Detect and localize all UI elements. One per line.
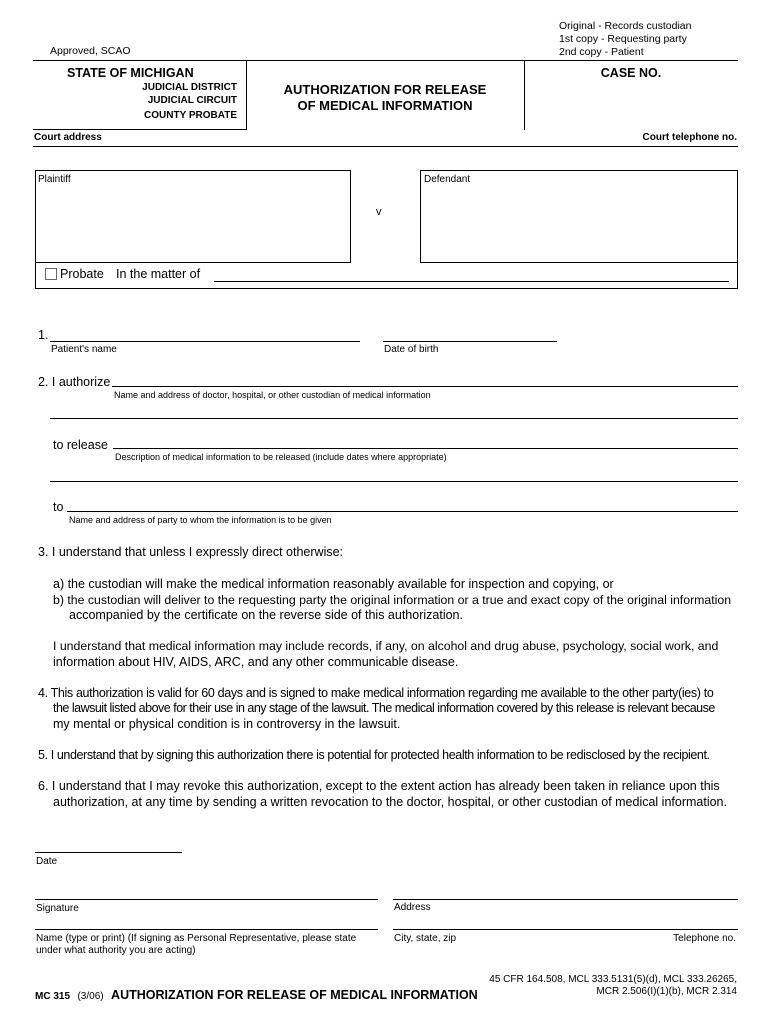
signature-line[interactable] bbox=[35, 899, 378, 900]
item4-line3: my mental or physical condition is in controversy in the lawsuit. bbox=[53, 717, 401, 731]
printed-name-caption bbox=[36, 933, 356, 957]
to-release-label: to release bbox=[53, 438, 108, 452]
footer-form-title: AUTHORIZATION FOR RELEASE OF MEDICAL INFORMATION bbox=[111, 988, 478, 1002]
court-type: JUDICIAL DISTRICT bbox=[142, 82, 237, 93]
release-line-2[interactable] bbox=[50, 481, 738, 482]
plaintiff-box[interactable] bbox=[35, 170, 351, 263]
item5-line1: 5. I understand that by signing this authorization there is potential for protected health information to be redisclosed by the recipient. bbox=[38, 748, 710, 762]
printed-name-caption-line2: under what authority you are acting) bbox=[36, 945, 196, 956]
custodian-line[interactable] bbox=[112, 386, 738, 387]
approved-note: Approved, SCAO bbox=[50, 45, 131, 57]
phone-caption: Telephone no. bbox=[673, 933, 736, 944]
copy-line: 2nd copy - Patient bbox=[559, 46, 644, 58]
item3-b-line2: accompanied by the certificate on the reverse side of this authorization. bbox=[69, 608, 463, 622]
state-label: STATE OF MICHIGAN bbox=[67, 66, 194, 80]
citation-line2: MCR 2.506(I)(1)(b), MCR 2.314 bbox=[596, 986, 737, 997]
item3-b-line1: b) the custodian will deliver to the requesting party the original information or a true and exact copy of the original information bbox=[53, 593, 732, 607]
court-address-rule bbox=[33, 146, 738, 147]
form-footer bbox=[35, 986, 478, 1004]
to-label: to bbox=[53, 500, 64, 514]
city-line[interactable] bbox=[393, 929, 738, 930]
address-line[interactable] bbox=[393, 899, 738, 900]
defendant-label: Defendant bbox=[424, 174, 471, 185]
copy-distribution bbox=[559, 20, 691, 59]
patient-name-caption: Patient's name bbox=[51, 344, 117, 355]
form-number: MC 315 bbox=[35, 991, 71, 1002]
patient-name-line[interactable] bbox=[50, 341, 360, 342]
court-type: COUNTY PROBATE bbox=[144, 110, 237, 121]
authorize-label: 2. I authorize bbox=[38, 375, 111, 389]
legal-citations bbox=[489, 974, 737, 998]
item6-line2: authorization, at any time by sending a written revocation to the doctor, hospital, or other custodian of medical information. bbox=[53, 795, 727, 809]
release-line[interactable] bbox=[113, 448, 738, 449]
form-title-line2: OF MEDICAL INFORMATION bbox=[297, 98, 473, 113]
in-matter-label: In the matter of bbox=[116, 267, 201, 281]
address-caption: Address bbox=[394, 902, 431, 913]
header-top-rule bbox=[33, 60, 738, 61]
signature-caption: Signature bbox=[36, 903, 79, 914]
form-title bbox=[246, 82, 524, 114]
court-phone-label: Court telephone no. bbox=[642, 132, 737, 143]
custodian-line-2[interactable] bbox=[50, 418, 738, 419]
item3-note-line1: I understand that medical information may include records, if any, on alcohol and drug abuse, psychology, social work, and bbox=[53, 639, 719, 653]
defendant-box[interactable] bbox=[420, 170, 738, 263]
citation-line1: 45 CFR 164.508, MCL 333.5131(5)(d), MCL 333.26265, bbox=[489, 974, 737, 985]
copy-line: 1st copy - Requesting party bbox=[559, 33, 687, 45]
printed-name-caption-line1: Name (type or print) (If signing as Personal Representative, please state bbox=[36, 933, 357, 944]
release-caption: Description of medical information to be released (include dates where appropriate) bbox=[115, 452, 447, 462]
item4-line1: 4. This authorization is valid for 60 days and is signed to make medical information regarding me available to the other party(ies) to bbox=[38, 686, 714, 700]
form-title-line1: AUTHORIZATION FOR RELEASE bbox=[283, 82, 487, 97]
recipient-caption: Name and address of party to whom the information is to be given bbox=[69, 515, 332, 525]
header-bottom-rule bbox=[33, 129, 246, 130]
probate-label: Probate bbox=[60, 267, 104, 281]
item1-number: 1. bbox=[38, 328, 49, 342]
date-line[interactable] bbox=[35, 852, 182, 853]
item6-line1: 6. I understand that I may revoke this authorization, except to the extent action has already been taken in reliance upon this bbox=[38, 779, 720, 793]
plaintiff-label: Plaintiff bbox=[38, 174, 71, 185]
court-type-list bbox=[142, 81, 237, 122]
versus-label: v bbox=[376, 206, 382, 218]
court-address-label: Court address bbox=[34, 132, 102, 143]
item4-line2: the lawsuit listed above for their use in any stage of the lawsuit. The medical information covered by this release is relevant because bbox=[53, 701, 715, 715]
printed-name-line[interactable] bbox=[35, 929, 378, 930]
city-caption: City, state, zip bbox=[394, 933, 457, 944]
custodian-caption: Name and address of doctor, hospital, or other custodian of medical information bbox=[114, 390, 431, 400]
probate-checkbox[interactable] bbox=[45, 268, 57, 280]
dob-caption: Date of birth bbox=[384, 344, 439, 355]
item3-note-line2: information about HIV, AIDS, ARC, and any other communicable disease. bbox=[53, 655, 459, 669]
probate-row bbox=[35, 262, 738, 289]
case-no-label: CASE NO. bbox=[600, 66, 662, 80]
court-type: JUDICIAL CIRCUIT bbox=[147, 95, 237, 106]
form-date: (3/06) bbox=[77, 991, 104, 1002]
item3-intro: 3. I understand that unless I expressly direct otherwise: bbox=[38, 545, 344, 559]
date-caption: Date bbox=[36, 856, 58, 867]
in-matter-line[interactable] bbox=[214, 281, 729, 282]
copy-line: Original - Records custodian bbox=[559, 20, 692, 32]
item3-a: a) the custodian will make the medical information reasonably available for inspection and copying, or bbox=[53, 577, 614, 591]
dob-line[interactable] bbox=[383, 341, 557, 342]
recipient-line[interactable] bbox=[67, 511, 738, 512]
